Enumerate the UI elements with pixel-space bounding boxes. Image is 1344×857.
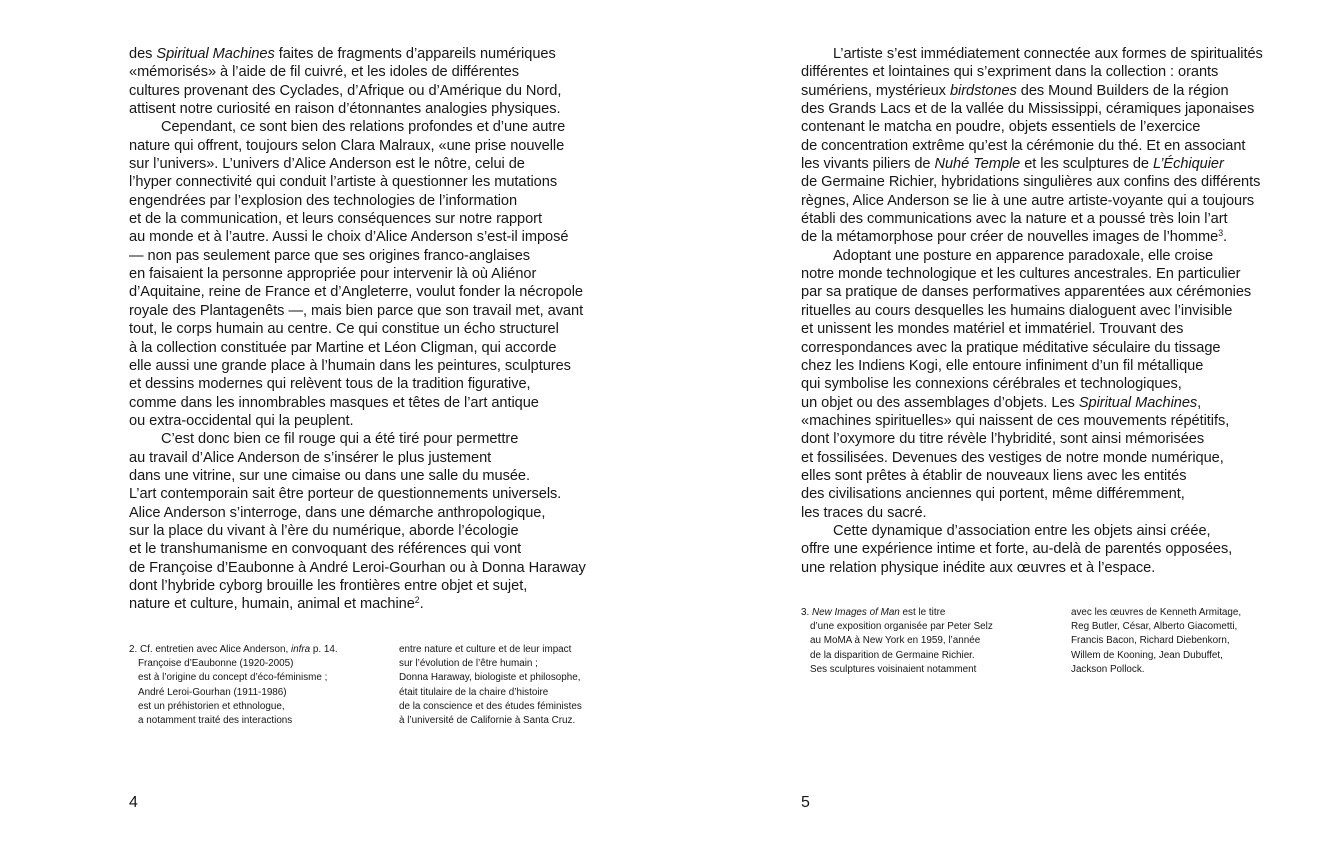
text-line: et unissent les mondes matériel et immatériel. Trouvant des xyxy=(801,321,1184,338)
text-line: Cependant, ce sont bien des relations profondes et d’une autre xyxy=(161,119,566,136)
text-line: au travail d’Alice Anderson de s’insérer le plus justement xyxy=(129,449,492,466)
text-line: à l’université de Californie à Santa Cruz. xyxy=(399,715,576,727)
text-line: dont l’hybride cyborg brouille les frontières entre objet et sujet, xyxy=(129,577,528,594)
text-line: sur la place du vivant à l’ère du numérique, aborde l’écologie xyxy=(129,522,519,539)
text-line: et le transhumanisme en convoquant des références qui vont xyxy=(129,541,522,558)
text-line: des civilisations anciennes qui portent, même différemment, xyxy=(801,486,1185,503)
text-line: par sa pratique de danses performatives apparentées aux cérémonies xyxy=(801,284,1252,301)
text-line: au monde et à l’autre. Aussi le choix d’Alice Anderson s’est-il imposé xyxy=(129,229,569,246)
left-footnote-col-1 xyxy=(129,643,338,728)
text-line: «mémorisés» à l’aide de fil cuivré, et les idoles de différentes xyxy=(129,64,519,81)
text-line: dont l’oxymore du titre révèle l’hybridité, sont ainsi mémorisées xyxy=(801,431,1205,448)
text-line: avec les œuvres de Kenneth Armitage, xyxy=(1071,607,1242,618)
text-line: chez les Indiens Kogi, elle entoure infiniment d’un fil métallique xyxy=(801,357,1204,374)
text-line: elle aussi une grande place à l’humain dans les peintures, sculptures xyxy=(129,357,571,374)
text-line: différentes et lointaines qui s’expriment dans la collection : orants xyxy=(801,64,1219,81)
text-line: «machines spirituelles» qui naissent de ces mouvements répétitifs, xyxy=(801,412,1230,429)
right-footnote-col-2 xyxy=(1071,606,1241,677)
text-line: attisent notre curiosité en raison d’étonnantes analogies physiques. xyxy=(129,101,561,118)
text-line: Adoptant une posture en apparence paradoxale, elle croise xyxy=(833,247,1214,264)
text-line: ou extra-occidental qui la peuplent. xyxy=(129,412,354,429)
left-body-text xyxy=(129,45,649,614)
text-line: Francis Bacon, Richard Diebenkorn, xyxy=(1071,635,1230,647)
text-line: en faisaient la personne appropriée pour intervenir là où Aliénor xyxy=(129,266,537,283)
text-line: sur l’évolution de l’être humain ; xyxy=(399,658,538,670)
text-line: les vivants piliers de Nuhé Temple et les sculptures de L’Échiquier xyxy=(801,156,1224,173)
text-line: offre une expérience intime et forte, au-delà de parentés opposées, xyxy=(801,541,1233,558)
text-line: L’artiste s’est immédiatement connectée aux formes de spiritualités xyxy=(833,46,1263,62)
page-number-right: 5 xyxy=(801,794,810,811)
text-line: Donna Haraway, biologiste et philosophe, xyxy=(399,672,581,684)
text-line: et dessins modernes qui relèvent tous de la tradition figurative, xyxy=(129,376,531,393)
text-line: qui symbolise les connexions cérébrales et technologiques, xyxy=(801,376,1182,393)
text-line: de Françoise d’Eaubonne à André Leroi-Gourhan ou à Donna Haraway xyxy=(129,559,586,576)
text-line: au MoMA à New York en 1959, l’année xyxy=(810,635,981,647)
text-line: tout, le corps humain au centre. Ce qui constitue un écho structurel xyxy=(129,321,559,338)
text-line: Jackson Pollock. xyxy=(1071,663,1145,675)
text-line: 3. New Images of Man est le titre xyxy=(801,607,946,618)
text-line: sur l’univers». L’univers d’Alice Anderson est le nôtre, celui de xyxy=(129,156,525,173)
text-line: Alice Anderson s’interroge, dans une démarche anthropologique, xyxy=(129,504,546,521)
text-line: établi des communications avec la nature et a poussé très loin l’art xyxy=(801,211,1228,228)
text-line: de concentration extrême qu’est la cérémonie du thé. Et en associant xyxy=(801,137,1246,154)
text-line: les traces du sacré. xyxy=(801,504,927,521)
text-line: comme dans les innombrables masques et têtes de l’art antique xyxy=(129,394,539,411)
text-line: nature qui offrent, toujours selon Clara Malraux, «une prise nouvelle xyxy=(129,137,565,154)
text-line: d’une exposition organisée par Peter Selz xyxy=(810,621,993,633)
text-line: elles sont prêtes à établir de nouveaux liens avec les entités xyxy=(801,467,1187,484)
text-line: Cette dynamique d’association entre les objets ainsi créée, xyxy=(833,522,1211,539)
text-line: contenant le matcha en poudre, objets essentiels de l’exercice xyxy=(801,119,1201,136)
text-line: des Spiritual Machines faites de fragments d’appareils numériques xyxy=(129,46,556,62)
text-line: Ses sculptures voisinaient notamment xyxy=(810,663,977,675)
text-line: des Grands Lacs et de la vallée du Mississippi, céramiques japonaises xyxy=(801,101,1255,118)
text-line: de Germaine Richier, hybridations singulières aux confins des différents xyxy=(801,174,1261,191)
text-line: de la métamorphose pour créer de nouvelles images de l’homme$^3$. xyxy=(801,228,1228,246)
text-line: L’art contemporain sait être porteur de questionnements universels. xyxy=(129,486,562,503)
text-line: Reg Butler, César, Alberto Giacometti, xyxy=(1071,621,1238,633)
text-line: C’est donc bien ce fil rouge qui a été tiré pour permettre xyxy=(161,431,519,448)
right-page xyxy=(672,0,1344,857)
text-line: royale des Plantagenêts —, mais bien parce que son travail met, avant xyxy=(129,302,584,319)
left-footnote-col-2 xyxy=(399,643,582,728)
text-line: et fossilisées. Devenues des vestiges de notre monde numérique, xyxy=(801,449,1224,466)
text-line: Willem de Kooning, Jean Dubuffet, xyxy=(1071,649,1223,661)
text-line: à la collection constituée par Martine et Léon Cligman, qui accorde xyxy=(129,339,557,356)
text-line: l’hyper connectivité qui conduit l’artiste à questionner les mutations xyxy=(129,174,558,191)
text-line: une relation physique inédite aux œuvres et à l’espace. xyxy=(801,559,1156,576)
text-line: a notamment traité des interactions xyxy=(138,715,293,727)
text-line: correspondances avec la pratique méditative séculaire du tissage xyxy=(801,339,1221,356)
text-line: entre nature et culture et de leur impact xyxy=(399,644,572,655)
text-line: 2. Cf. entretien avec Alice Anderson, infra p. 14. xyxy=(129,644,338,655)
text-line: et de la communication, et leurs conséquences sur notre rapport xyxy=(129,211,543,228)
text-line: est un préhistorien et ethnologue, xyxy=(138,700,285,712)
text-line: règnes, Alice Anderson se lie à une autre artiste-voyante qui a toujours xyxy=(801,192,1255,209)
text-line: était titulaire de la chaire d’histoire xyxy=(399,686,549,698)
text-line: sumériens, mystérieux birdstones des Mound Builders de la région xyxy=(801,82,1229,99)
text-line: notre monde technologique et les cultures ancestrales. En particulier xyxy=(801,266,1241,283)
page-number-left: 4 xyxy=(129,794,138,811)
text-line: d’Aquitaine, reine de France et d’Angleterre, voulut fonder la nécropole xyxy=(129,284,583,301)
text-line: rituelles au cours desquelles les humains dialoguent avec l’invisible xyxy=(801,302,1233,319)
text-line: de la conscience et des études féministes xyxy=(399,700,582,712)
text-line: cultures provenant des Cyclades, d’Afrique ou d’Amérique du Nord, xyxy=(129,82,562,99)
text-line: André Leroi-Gourhan (1911-1986) xyxy=(138,686,287,698)
text-line: est à l’origine du concept d’éco-féminisme ; xyxy=(138,672,328,684)
right-body-text xyxy=(801,45,1321,577)
right-footnote-col-1 xyxy=(801,606,993,677)
text-line: dans une vitrine, sur une cimaise ou dans une salle du musée. xyxy=(129,467,530,484)
text-line: engendrées par l’explosion des technologies de l’information xyxy=(129,192,518,209)
text-line: nature et culture, humain, animal et machine$^2$. xyxy=(129,595,424,613)
text-line: de la disparition de Germaine Richier. xyxy=(810,649,975,661)
text-line: un objet ou des assemblages d’objets. Les Spiritual Machines, xyxy=(801,394,1202,411)
text-line: — non pas seulement parce que ses origines franco-anglaises xyxy=(129,247,531,264)
text-line: Françoise d’Eaubonne (1920-2005) xyxy=(138,658,294,670)
